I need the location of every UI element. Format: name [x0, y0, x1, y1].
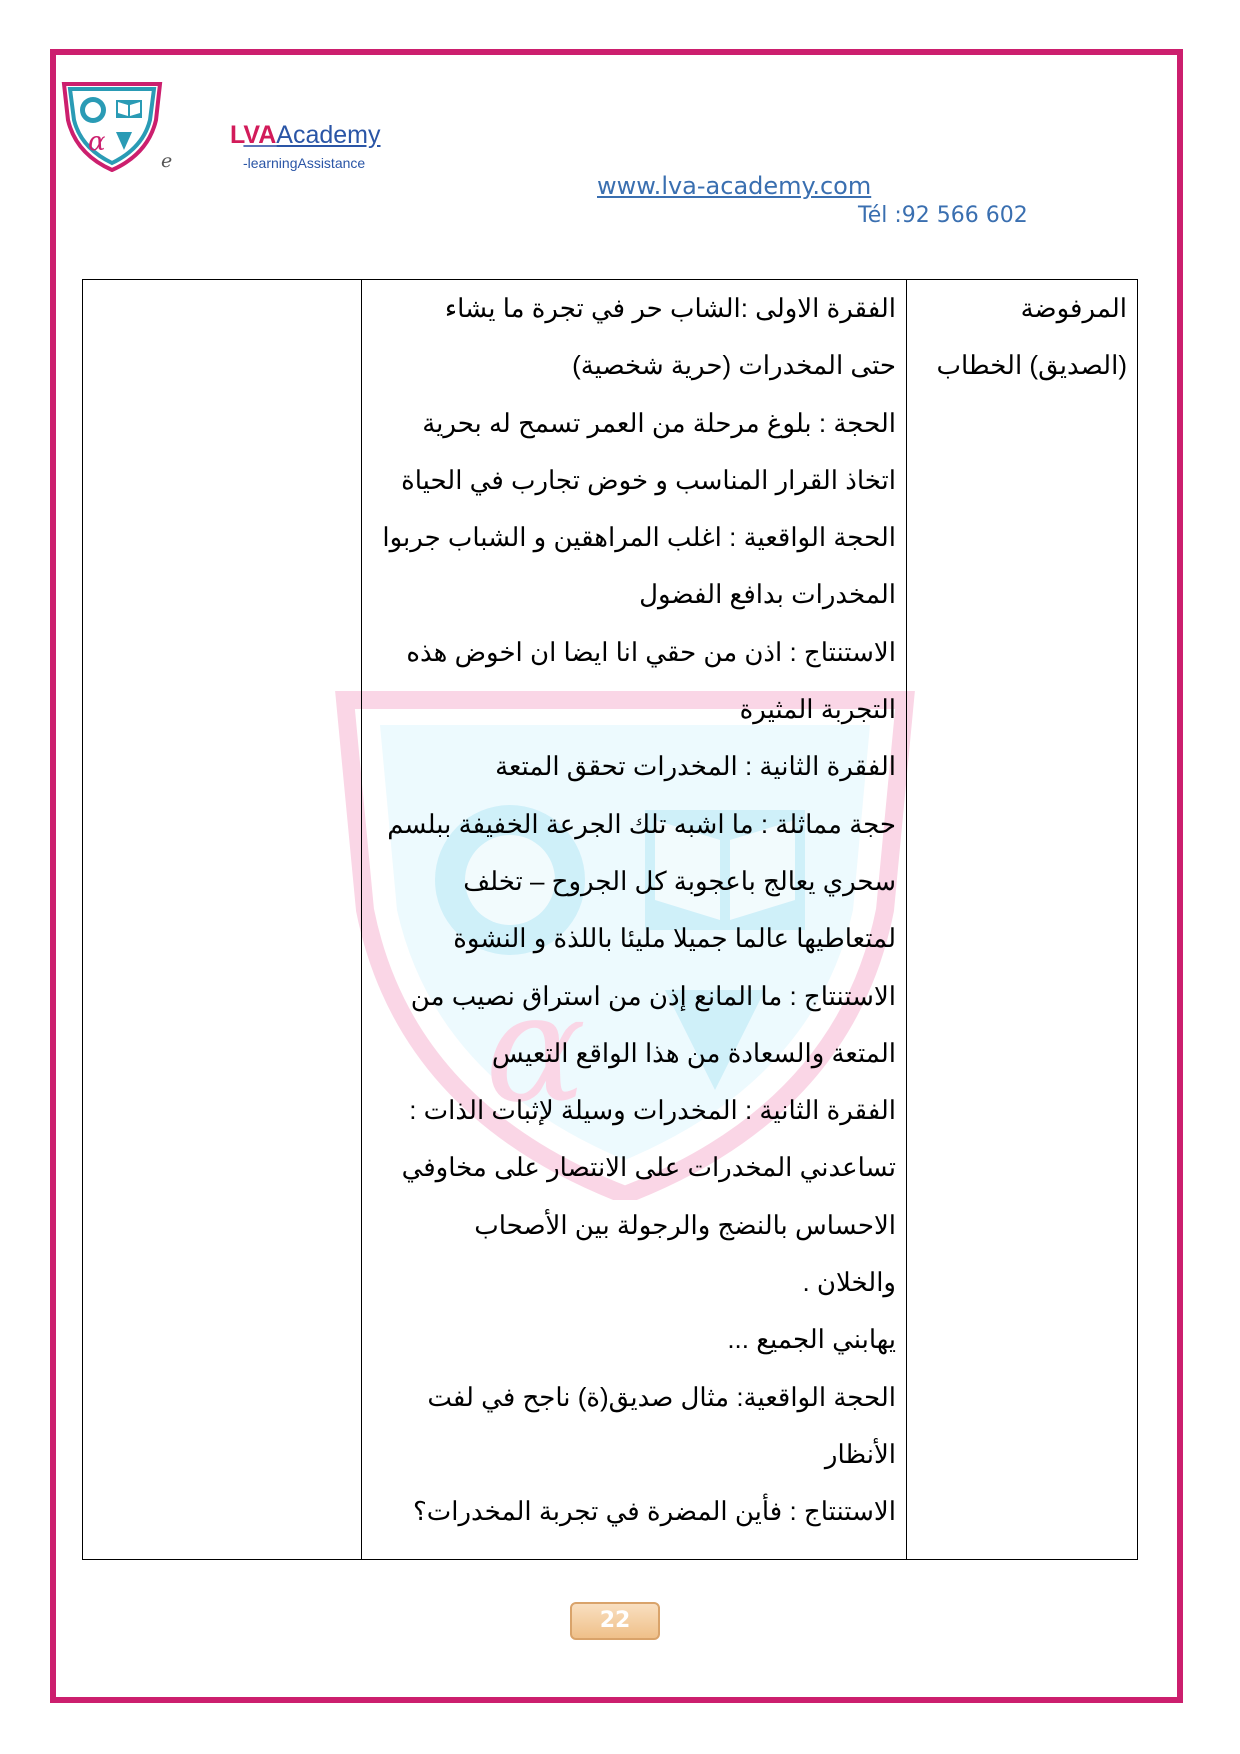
- page-number: 22: [570, 1602, 660, 1640]
- brand-tagline: -learningAssistance: [243, 155, 366, 171]
- middle-line: الحجة الواقعية: مثال صديق(ة) ناجح في لفت: [427, 1381, 896, 1412]
- middle-line: سحري يعالج باعجوبة كل الجروح – تخلف: [463, 865, 896, 896]
- middle-line: لمتعاطيها عالما جميلا مليئا باللذة و النشوة: [453, 923, 896, 954]
- middle-line: الحجة : بلوغ مرحلة من العمر تسمح له بحرية: [422, 407, 896, 438]
- middle-line: المتعة والسعادة من هذا الواقع التعيس: [491, 1037, 896, 1068]
- table-cell-right: [907, 280, 1138, 1560]
- middle-line: الاستنتاج : ما المانع إذن من استراق نصيب من: [410, 980, 896, 1011]
- brand-academy: Academy: [276, 121, 381, 149]
- middle-cell-text: [362, 280, 906, 1541]
- middle-line: الاحساس بالنضج والرجولة بين الأصحاب: [474, 1209, 896, 1240]
- middle-line: الاستنتاج : فأين المضرة في تجربة المخدرات؟: [412, 1496, 896, 1527]
- logo-letter: e: [161, 150, 173, 172]
- brand-va: VA: [243, 121, 277, 149]
- middle-line: الفقرة الثانية : المخدرات تحقق المتعة: [495, 751, 896, 782]
- brand-l: L: [230, 121, 244, 149]
- right-line: المرفوضة: [1020, 293, 1127, 323]
- right-line: (الصديق) الخطاب: [936, 350, 1127, 381]
- middle-line: الفقرة الثانية : المخدرات وسيلة لإثبات الذات :: [409, 1095, 896, 1126]
- middle-line: الفقرة الاولى :الشاب حر في تجرة ما يشاء: [444, 293, 896, 323]
- lva-shield-logo-icon: [58, 80, 166, 172]
- table-cell-middle: [362, 280, 907, 1560]
- brand-name: [230, 121, 381, 149]
- middle-line: والخلان .: [802, 1267, 896, 1298]
- svg-text:α: α: [88, 127, 106, 157]
- middle-line: اتخاذ القرار المناسب و خوض تجارب في الحياة: [401, 464, 896, 495]
- website-link[interactable]: www.lva-academy.com: [597, 172, 872, 200]
- argument-table: [82, 279, 1138, 1560]
- middle-line: التجربة المثيرة: [739, 694, 896, 725]
- middle-line: المخدرات بدافع الفضول: [639, 579, 896, 610]
- middle-line: الأنظار: [824, 1438, 896, 1469]
- right-cell-text: [907, 280, 1137, 395]
- middle-line: الاستنتاج : اذن من حقي انا ايضا ان اخوض هذه: [406, 636, 896, 667]
- svg-text:α: α: [485, 962, 587, 1136]
- middle-line: حجة مماثلة : ما اشبه تلك الجرعة الخفيفة ببلسم: [387, 808, 896, 839]
- middle-line: الحجة الواقعية : اغلب المراهقين و الشباب جربوا: [382, 522, 896, 553]
- phone-number: Tél :92 566 602: [858, 203, 1028, 228]
- table-cell-left: [83, 280, 362, 1560]
- middle-line: حتى المخدرات (حرية شخصية): [572, 350, 896, 381]
- middle-line: يهابني الجميع ...: [727, 1324, 896, 1355]
- middle-line: تساعدني المخدرات على الانتصار على مخاوفي: [401, 1152, 896, 1183]
